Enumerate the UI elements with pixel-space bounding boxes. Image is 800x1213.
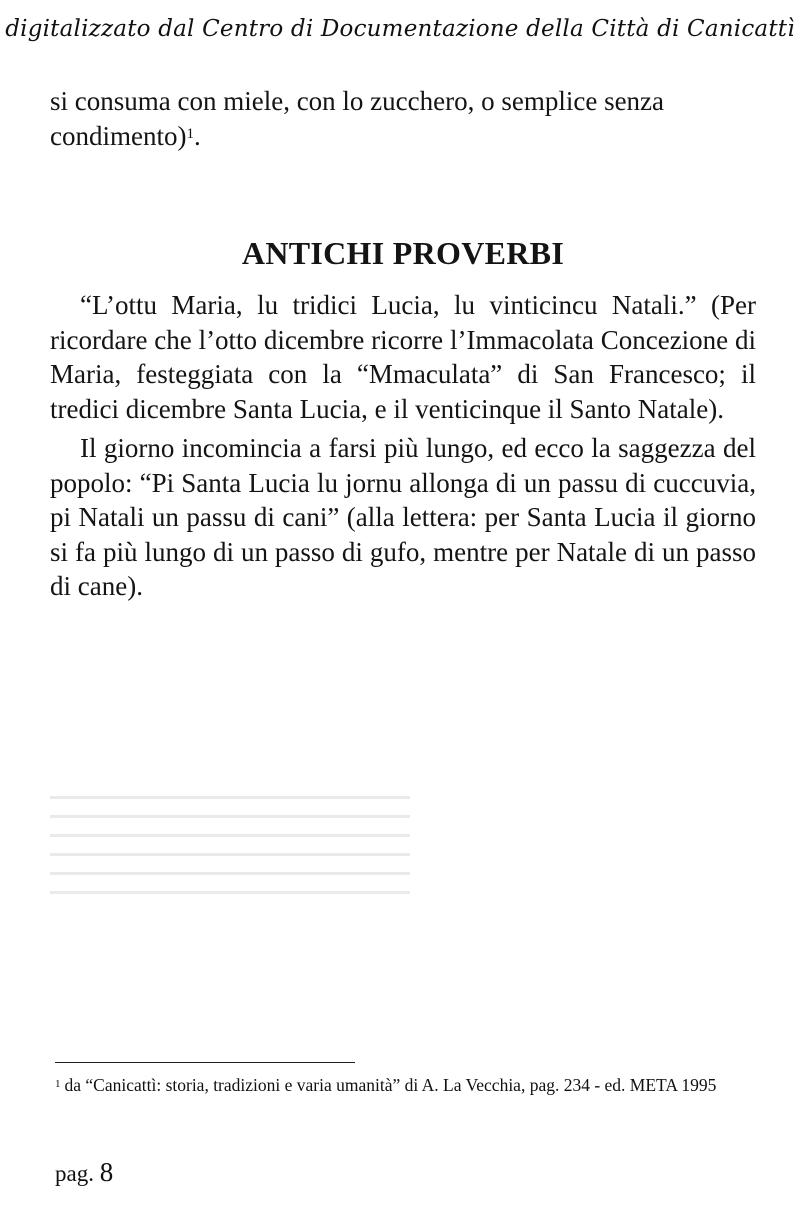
page-number <box>55 1157 113 1188</box>
footnote-reference: 1 <box>186 125 194 142</box>
page-number-value: 8 <box>99 1157 114 1187</box>
opening-text: si consuma con miele, con lo zucchero, o semplice senza condimento) <box>50 86 665 151</box>
bleed-line <box>50 796 410 799</box>
proverb-paragraph-2: Il giorno incomincia a farsi più lungo, ed ecco la saggezza del popolo: “Pi Santa Lucia lu jornu allonga di un passu di cuccuvia, pi Natali un passu di cani” (alla lettera: per Santa Lucia il giorno si fa più lungo di un passo di gufo, mentre per Natale di un passo di cane). <box>50 433 756 601</box>
bleed-line <box>50 815 410 818</box>
page-body <box>50 84 756 604</box>
opening-trailing-punctuation: . <box>193 120 201 151</box>
opening-paragraph <box>50 84 756 153</box>
bleed-line <box>50 853 410 856</box>
digitization-watermark: digitalizzato dal Centro di Documentazione della Città di Canicattì <box>5 16 795 42</box>
show-through-bleed <box>50 780 410 910</box>
footnote <box>55 1073 760 1097</box>
section-heading: ANTICHI PROVERBI <box>241 235 565 271</box>
footnote-text: da “Canicattì: storia, tradizioni e varia umanità” di A. La Vecchia, pag. 234 - ed. META 1995 <box>64 1075 717 1095</box>
bleed-line <box>50 891 410 894</box>
footnote-separator <box>55 1062 355 1063</box>
bleed-line <box>50 872 410 875</box>
proverb-paragraph-1: “L’ottu Maria, lu tridici Lucia, lu vinticincu Natali.” (Per ricordare che l’otto dicembre ricorre l’Immacolata Concezione di Maria, festeggiata con la “Mmaculata” di San Francesco; il tredici dicembre Santa Lucia, e il venticinque il Santo Natale). <box>50 290 756 424</box>
bleed-line <box>50 834 410 837</box>
footnote-marker: 1 <box>55 1078 61 1090</box>
page-number-prefix: pag. <box>55 1161 94 1186</box>
